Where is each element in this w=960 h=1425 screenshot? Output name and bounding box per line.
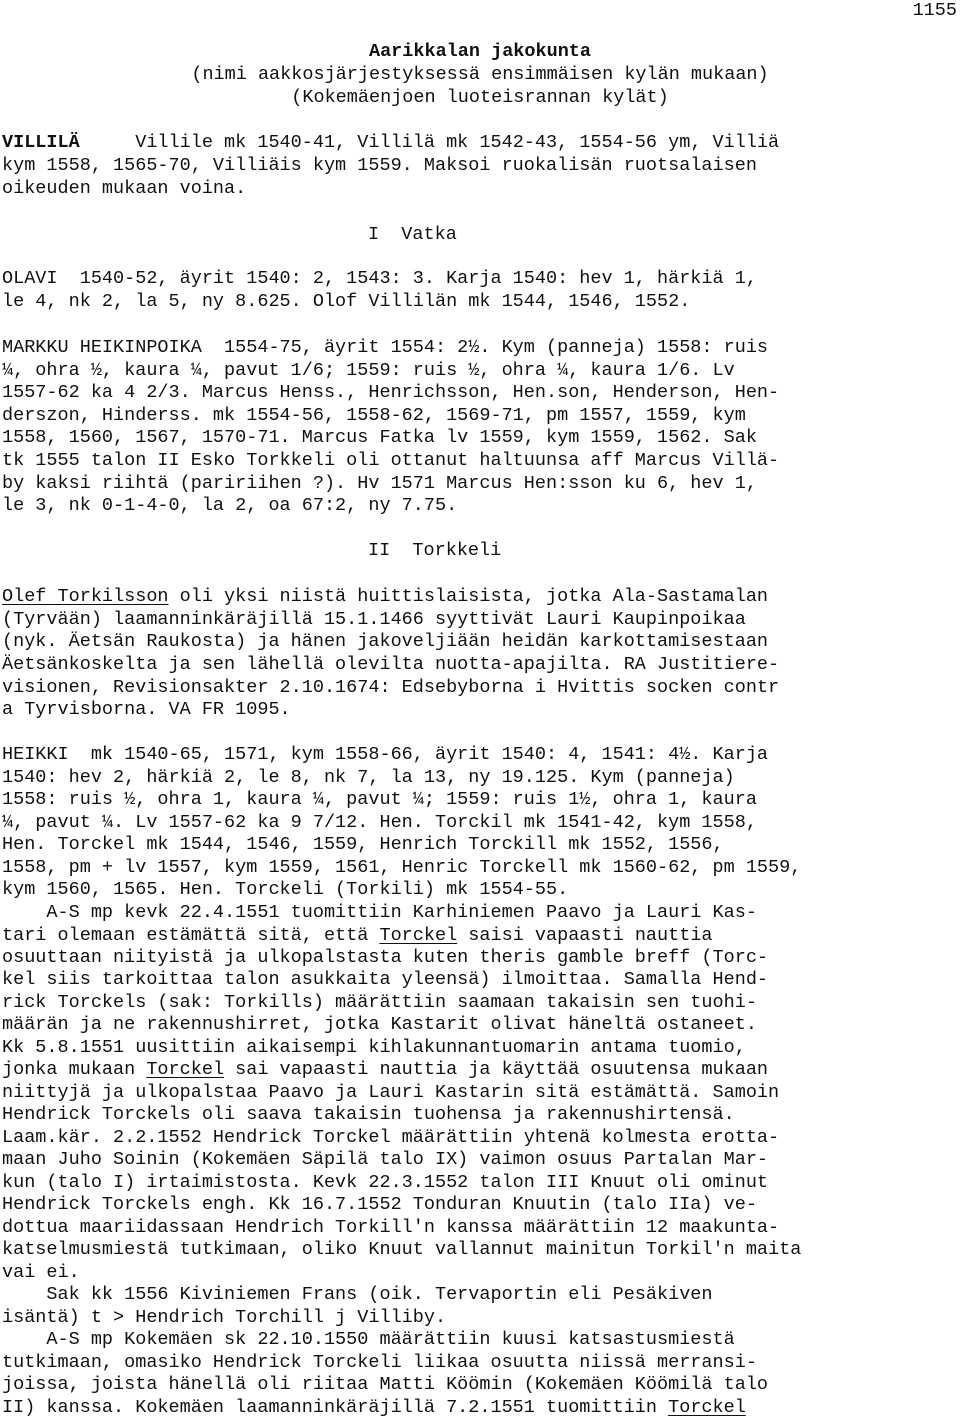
villila-line-2: kym 1558, 1565-70, Villiäis kym 1559. Maksoi ruokalisän ruotsalaisen <box>2 155 757 176</box>
name-underlined: Torckel <box>668 1397 746 1418</box>
markku-line-8: le 3, nk 0-1-4-0, la 2, oa 67:2, ny 7.75. <box>2 495 458 516</box>
as1-line-17: vai ei. <box>2 1262 80 1283</box>
olef-line-4: Äetsänkoskelta ja sen lähellä olevilta nuotta-apajilta. RA Justitiere- <box>2 654 780 675</box>
as1-line-15: dottua maariidassaan Hendrich Torkill'n kanssa määrättiin 12 maakunta- <box>2 1217 780 1238</box>
as1-line-1: A-S mp kevk 22.4.1551 tuomittiin Karhiniemen Paavo ja Lauri Kas- <box>2 902 757 923</box>
as1-line-7: Kk 5.8.1551 uusittiin aikaisempi kihlakunnantuomarin antama tuomio, <box>2 1037 746 1058</box>
as2-line-3: joissa, joista hänellä oli riitaa Matti Köömin (Kokemäen Köömilä talo <box>2 1374 769 1395</box>
olavi-line-1: OLAVI 1540-52, äyrit 1540: 2, 1543: 3. Karja 1540: hev 1, härkiä 1, <box>2 268 757 289</box>
house-heading-vatka: I Vatka <box>368 224 457 245</box>
village-name: VILLILÄ <box>2 132 80 153</box>
markku-line-6: tk 1555 talon II Esko Torkkeli oli ottanut haltuunsa aff Marcus Villä- <box>2 450 780 471</box>
as1-line-4: kel siis tarkoittaa talon asukkaita yleensä) ilmoittaa. Samalla Hend- <box>2 969 769 990</box>
olef-line-1: Olef Torkilsson oli yksi niistä huittislaisista, jotka Ala-Sastamalan <box>2 586 769 607</box>
section-subtitle: (nimi aakkosjärjestyksessä ensimmäisen kylän mukaan) <box>191 64 769 85</box>
olef-line-5: visionen, Revisionsakter 2.10.1674: Edsebyborna i Hvittis socken contr <box>2 677 780 698</box>
markku-line-4: derszon, Hinderss. mk 1554-56, 1558-62, 1569-71, pm 1557, 1559, kym <box>2 405 746 426</box>
as1-line-10: Hendrick Torckels oli saava takaisin tuohensa ja rakennushirtensä. <box>2 1104 735 1125</box>
heikki-line-6: 1558, pm + lv 1557, kym 1559, 1561, Henric Torckell mk 1560-62, pm 1559, <box>2 857 802 878</box>
heikki-line-3: 1558: ruis ½, ohra 1, kaura ¼, pavut ¼; 1559: ruis 1½, ohra 1, kaura <box>2 789 757 810</box>
person-name-underlined: Olef Torkilsson <box>2 586 169 607</box>
as1-line-11: Laam.kär. 2.2.1552 Hendrick Torckel määrättiin yhtenä kolmesta erotta- <box>2 1127 780 1148</box>
section-subtitle-2: (Kokemäenjoen luoteisrannan kylät) <box>291 87 669 108</box>
villila-line-1: VILLILÄ Villile mk 1540-41, Villilä mk 1542-43, 1554-56 ym, Villiä <box>2 132 780 153</box>
markku-line-2: ¼, ohra ½, kaura ¼, pavut 1/6; 1559: ruis ½, ohra ¼, kaura 1/6. Lv <box>2 360 735 381</box>
as1-line-8: jonka mukaan Torckel sai vapaasti nauttia ja käyttää osuutensa mukaan <box>2 1059 769 1080</box>
section-title: Aarikkalan jakokunta <box>368 41 592 62</box>
sak-line-1: Sak kk 1556 Kiviniemen Frans (oik. Tervaportin eli Pesäkiven <box>2 1284 713 1305</box>
page-number: 1155 <box>912 0 957 21</box>
as1-line-3: osuuttaan niityistä ja ulkopalstasta kuten theris gamble breff (Torc- <box>2 947 769 968</box>
markku-line-3: 1557-62 ka 4 2/3. Marcus Henss., Henrichsson, Hen.son, Henderson, Hen- <box>2 382 780 403</box>
heikki-line-5: Hen. Torckel mk 1544, 1546, 1559, Henrich Torckill mk 1552, 1556, <box>2 834 724 855</box>
olef-line-6: a Tyrvisborna. VA FR 1095. <box>2 699 291 720</box>
house-heading-torkkeli: II Torkkeli <box>368 540 502 561</box>
villila-line-3: oikeuden mukaan voina. <box>2 178 247 199</box>
as1-line-6: määrän ja ne rakennushirret, jotka Kastarit olivat häneltä ostaneet. <box>2 1014 757 1035</box>
heikki-line-1: HEIKKI mk 1540-65, 1571, kym 1558-66, äyrit 1540: 4, 1541: 4½. Karja <box>2 744 769 765</box>
as2-line-2: tutkimaan, omasiko Hendrick Torckeli liikaa osuutta niissä merransi- <box>2 1352 757 1373</box>
as1-line-16: katselmusmiestä tutkimaan, oliko Knuut vallannut mainitun Torkil'n maita <box>2 1239 802 1260</box>
as1-line-9: niittyjä ja ulkopalstaa Paavo ja Lauri Kastarin sitä estämättä. Samoin <box>2 1082 780 1103</box>
as1-line-14: Hendrick Torckels engh. Kk 16.7.1552 Tonduran Knuutin (talo IIa) ve- <box>2 1194 757 1215</box>
as1-line-13: kun (talo I) irtaimistosta. Kevk 22.3.1552 talon III Knuut oli ominut <box>2 1172 769 1193</box>
name-underlined: Torckel <box>146 1059 225 1080</box>
olef-line-2: (Tyrvään) laamanninkäräjillä 15.1.1466 syyttivät Lauri Kaupinpoikaa <box>2 609 746 630</box>
as2-line-4: II) kanssa. Kokemäen laamanninkäräjillä 7.2.1551 tuomittiin Torckel <box>2 1397 746 1418</box>
markku-line-1: MARKKU HEIKINPOIKA 1554-75, äyrit 1554: 2½. Kym (panneja) 1558: ruis <box>2 337 769 358</box>
markku-line-7: by kaksi riihtä (paririihen ?). Hv 1571 Marcus Hen:sson ku 6, hev 1, <box>2 473 757 494</box>
as1-line-5: rick Torckels (sak: Torkills) määrättiin saamaan takaisin sen tuohi- <box>2 992 757 1013</box>
heikki-line-7: kym 1560, 1565. Hen. Torckeli (Torkili) mk 1554-55. <box>2 879 569 900</box>
as1-line-2: tari olemaan estämättä sitä, että Torckel saisi vapaasti nauttia <box>2 925 713 946</box>
as2-line-1: A-S mp Kokemäen sk 22.10.1550 määrättiin kuusi katsastusmiestä <box>2 1329 735 1350</box>
olavi-line-2: le 4, nk 2, la 5, ny 8.625. Olof Villilän mk 1544, 1546, 1552. <box>2 291 691 312</box>
as1-line-12: maan Juho Soinin (Kokemäen Säpilä talo IX) vaimon osuus Partalan Mar- <box>2 1149 769 1170</box>
sak-line-2: isäntä) t > Hendrich Torchill j Villiby. <box>2 1307 447 1328</box>
olef-line-3: (nyk. Äetsän Raukosta) ja hänen jakoveljiään heidän karkottamisestaan <box>2 631 769 652</box>
heikki-line-4: ¼, pavut ¼. Lv 1557-62 ka 9 7/12. Hen. Torckil mk 1541-42, kym 1558, <box>2 812 757 833</box>
name-underlined: Torckel <box>379 925 458 946</box>
markku-line-5: 1558, 1560, 1567, 1570-71. Marcus Fatka lv 1559, kym 1559, 1562. Sak <box>2 427 757 448</box>
heikki-line-2: 1540: hev 2, härkiä 2, le 8, nk 7, la 13, ny 19.125. Kym (panneja) <box>2 767 735 788</box>
